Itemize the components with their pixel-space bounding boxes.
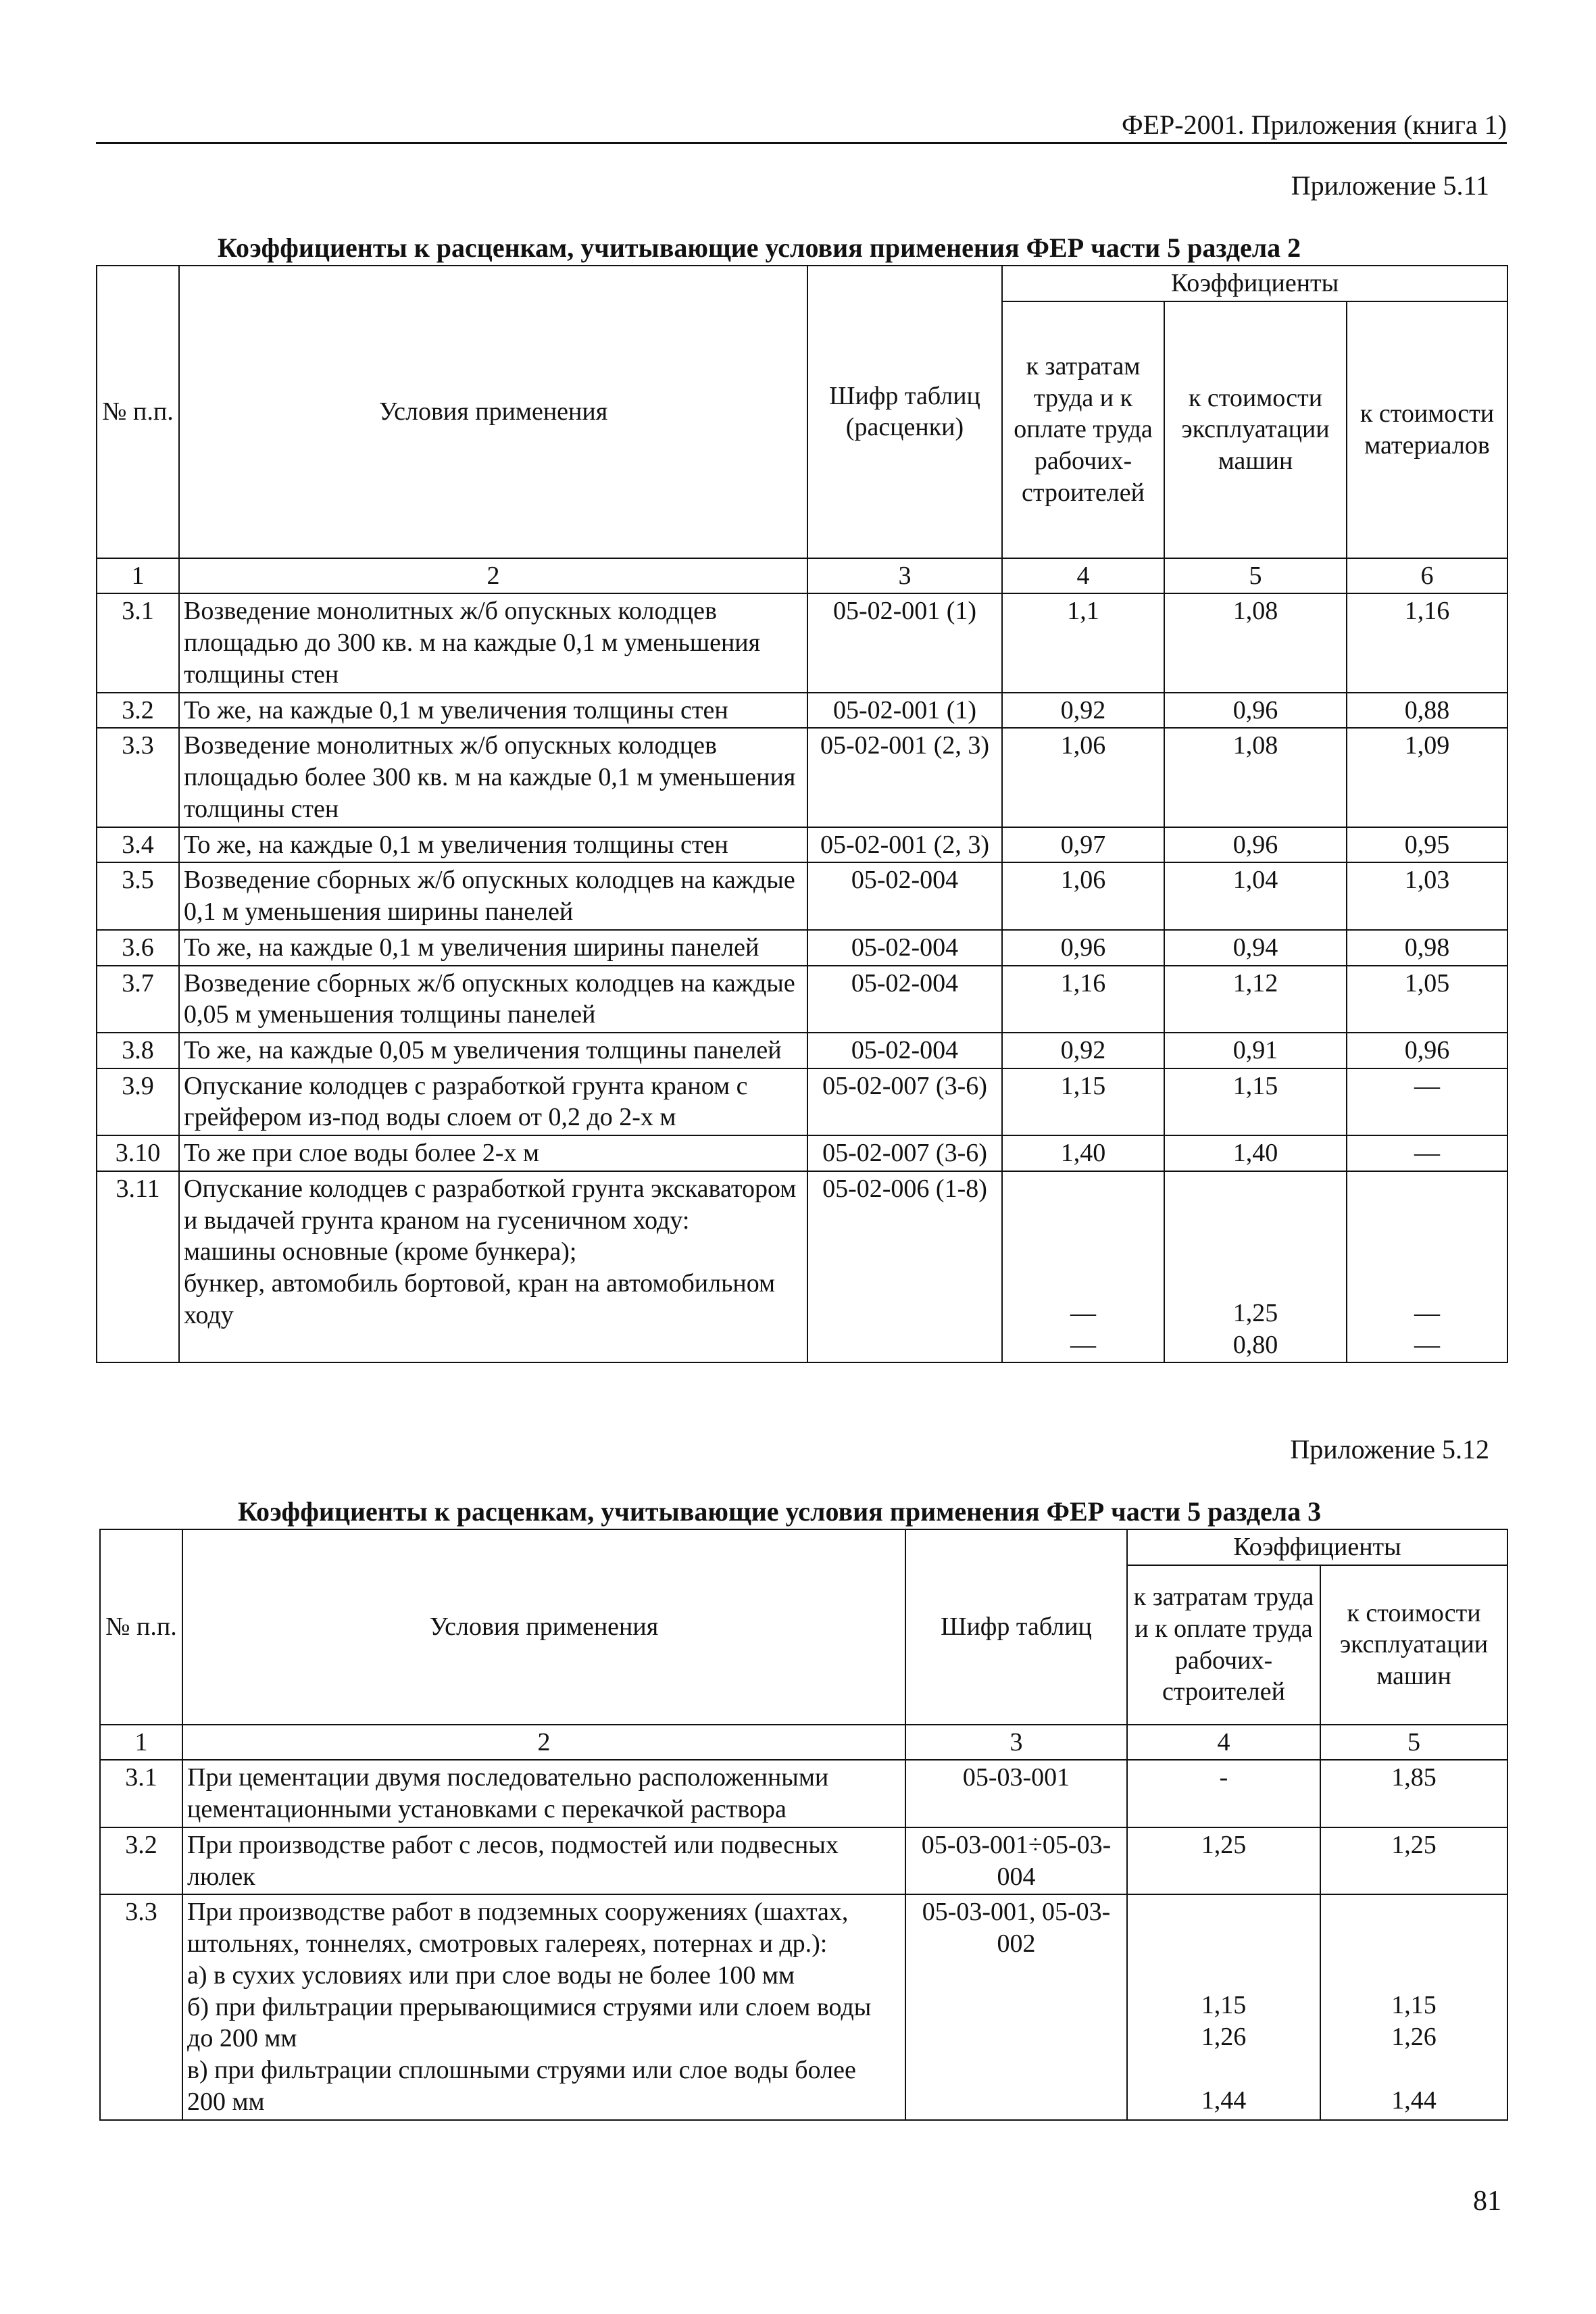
row-machines-c: 1,44	[1391, 2086, 1437, 2115]
table-row	[97, 693, 1507, 729]
row-num: 3.3	[97, 728, 179, 827]
col-number: 5	[1320, 1725, 1507, 1761]
row-materials: 1,05	[1347, 966, 1507, 1033]
table2-title: Коэффициенты к расценкам, учитывающие условия применения ФЕР части 5 раздела 3	[238, 1496, 1322, 1527]
table1-header-coefficients: Коэффициенты	[1002, 266, 1507, 301]
row-num: 3.10	[97, 1135, 179, 1171]
row-num: 3.11	[97, 1171, 179, 1362]
row-machines: 1,15	[1164, 1068, 1347, 1135]
appendix-5-11-label: Приложение 5.11	[1291, 170, 1489, 201]
row-code: 05-02-004	[807, 1033, 1002, 1068]
row-code: 05-02-006 (1-8)	[807, 1171, 1002, 1362]
table2-header-labor: к затратам труда и к оплате труда рабочих-строителей	[1127, 1565, 1320, 1725]
row-machines: 1,25	[1320, 1827, 1507, 1894]
col-number: 4	[1002, 558, 1164, 594]
row-num: 3.8	[97, 1033, 179, 1068]
row-materials: 0,95	[1347, 827, 1507, 863]
row-labor: -	[1127, 1760, 1320, 1827]
row-num: 3.9	[97, 1068, 179, 1135]
row-labor: 1,06	[1002, 728, 1164, 827]
row-materials-b: —	[1414, 1330, 1440, 1359]
row-conditions	[182, 1894, 905, 2119]
row-materials: —	[1347, 1135, 1507, 1171]
row-conditions-c: в) при фильтрации сплошными струями или слое воды более 200 мм	[187, 2056, 856, 2116]
row-machines-a: 1,25	[1232, 1298, 1278, 1327]
row-labor: 1,06	[1002, 862, 1164, 929]
row-conditions: Опускание колодцев с разработкой грунта краном с грейфером из-под воды слоем от 0,2 до 2-х м	[179, 1068, 807, 1135]
row-materials: 1,03	[1347, 862, 1507, 929]
col-number: 6	[1347, 558, 1507, 594]
row-labor-a: 1,15	[1201, 1991, 1247, 2020]
table2-header-coefficients: Коэффициенты	[1127, 1529, 1507, 1565]
row-materials-a: —	[1414, 1298, 1440, 1327]
row-machines	[1164, 1171, 1347, 1362]
col-number: 1	[100, 1725, 182, 1761]
row-conditions-intro: При производстве работ в подземных сооружениях (шахтах, штольнях, тоннелях, смотровых галереях, потернах и др.):	[187, 1898, 849, 1959]
row-conditions-a: а) в сухих условиях или при слое воды не более 100 мм	[187, 1961, 795, 1990]
row-num: 3.3	[100, 1894, 182, 2119]
row-materials: 0,88	[1347, 693, 1507, 729]
row-materials: —	[1347, 1068, 1507, 1135]
row-num: 3.7	[97, 966, 179, 1033]
row-code: 05-02-004	[807, 930, 1002, 966]
row-conditions: При производстве работ с лесов, подмостей или подвесных люлек	[182, 1827, 905, 1894]
table1-header-machines: к стоимости эксплуатации машин	[1164, 301, 1347, 558]
row-machines: 0,91	[1164, 1033, 1347, 1068]
row-conditions: То же, на каждые 0,1 м увеличения толщины стен	[179, 693, 807, 729]
table2-header-machines: к стоимости эксплуатации машин	[1320, 1565, 1507, 1725]
row-labor: 1,40	[1002, 1135, 1164, 1171]
row-machines: 1,08	[1164, 593, 1347, 692]
row-code: 05-03-001÷05-03-004	[905, 1827, 1127, 1894]
row-code: 05-02-004	[807, 966, 1002, 1033]
row-machines-a: 1,15	[1391, 1991, 1437, 2020]
running-header: ФЕР-2001. Приложения (книга 1)	[1122, 109, 1507, 140]
row-labor: 1,1	[1002, 593, 1164, 692]
row-num: 3.1	[100, 1760, 182, 1827]
row-num: 3.5	[97, 862, 179, 929]
row-labor	[1002, 1171, 1164, 1362]
row-conditions-a: машины основные (кроме бункера);	[184, 1237, 577, 1266]
row-num: 3.2	[100, 1827, 182, 1894]
row-materials: 1,16	[1347, 593, 1507, 692]
row-labor: 1,16	[1002, 966, 1164, 1033]
table-row	[100, 1894, 1507, 2119]
row-materials: 0,98	[1347, 930, 1507, 966]
row-conditions: При цементации двумя последовательно расположенными цементационными установками с перекачкой раствора	[182, 1760, 905, 1827]
row-labor: 0,97	[1002, 827, 1164, 863]
row-conditions: То же, на каждые 0,1 м увеличения толщины стен	[179, 827, 807, 863]
table-row	[97, 862, 1507, 929]
header-rule	[96, 142, 1507, 144]
row-conditions	[179, 1171, 807, 1362]
table1-header-materials: к стоимости материалов	[1347, 301, 1507, 558]
table-row	[97, 930, 1507, 966]
row-labor: 0,96	[1002, 930, 1164, 966]
table-row	[97, 1068, 1507, 1135]
table-row	[97, 966, 1507, 1033]
row-machines: 0,94	[1164, 930, 1347, 966]
table1-header-num: № п.п.	[97, 266, 179, 558]
row-conditions: То же, на каждые 0,05 м увеличения толщины панелей	[179, 1033, 807, 1068]
appendix-5-12-label: Приложение 5.12	[1290, 1434, 1489, 1464]
table2-col-numbers	[100, 1725, 1507, 1761]
row-conditions: Возведение сборных ж/б опускных колодцев на каждые 0,05 м уменьшения толщины панелей	[179, 966, 807, 1033]
row-machines-b: 1,26	[1391, 2023, 1437, 2052]
row-machines: 0,96	[1164, 827, 1347, 863]
row-code: 05-02-001 (2, 3)	[807, 728, 1002, 827]
table1-header-labor: к затратам труда и к оплате труда рабочих-строителей	[1002, 301, 1164, 558]
row-code: 05-02-001 (1)	[807, 593, 1002, 692]
row-conditions-intro: Опускание колодцев с разработкой грунта экскаватором и выдачей грунта краном на гусеничном ходу:	[184, 1174, 797, 1235]
row-conditions-b: б) при фильтрации прерывающимися струями или слоем воды до 200 мм	[187, 1992, 872, 2053]
table-row	[97, 1135, 1507, 1171]
table1-header-code: Шифр таблиц (расценки)	[807, 266, 1002, 558]
table-row	[97, 593, 1507, 692]
row-num: 3.2	[97, 693, 179, 729]
row-labor-b: 1,26	[1201, 2023, 1247, 2052]
row-materials	[1347, 1171, 1507, 1362]
row-materials: 1,09	[1347, 728, 1507, 827]
row-labor: 1,25	[1127, 1827, 1320, 1894]
row-labor-a: —	[1070, 1298, 1096, 1327]
table1-header-conditions: Условия применения	[179, 266, 807, 558]
row-code: 05-03-001	[905, 1760, 1127, 1827]
row-conditions: То же, на каждые 0,1 м увеличения ширины панелей	[179, 930, 807, 966]
row-machines: 0,96	[1164, 693, 1347, 729]
row-labor: 1,15	[1002, 1068, 1164, 1135]
table-row	[100, 1760, 1507, 1827]
table-row	[97, 1171, 1507, 1362]
row-machines: 1,40	[1164, 1135, 1347, 1171]
row-code: 05-02-007 (3-6)	[807, 1135, 1002, 1171]
col-number: 2	[182, 1725, 905, 1761]
table-row	[97, 728, 1507, 827]
row-labor	[1127, 1894, 1320, 2119]
row-materials: 0,96	[1347, 1033, 1507, 1068]
row-conditions: Возведение сборных ж/б опускных колодцев на каждые 0,1 м уменьшения ширины панелей	[179, 862, 807, 929]
row-code: 05-02-001 (2, 3)	[807, 827, 1002, 863]
row-machines	[1320, 1894, 1507, 2119]
row-machines: 1,08	[1164, 728, 1347, 827]
table1-col-numbers	[97, 558, 1507, 594]
row-machines: 1,12	[1164, 966, 1347, 1033]
col-number: 4	[1127, 1725, 1320, 1761]
row-code: 05-03-001, 05-03-002	[905, 1894, 1127, 2119]
table2-header-conditions: Условия применения	[182, 1529, 905, 1725]
row-machines-b: 0,80	[1232, 1330, 1278, 1359]
col-number: 5	[1164, 558, 1347, 594]
table-row	[97, 1033, 1507, 1068]
row-conditions-b: бункер, автомобиль бортовой, кран на автомобильном ходу	[184, 1269, 776, 1329]
row-machines: 1,04	[1164, 862, 1347, 929]
row-num: 3.4	[97, 827, 179, 863]
table2-header-code: Шифр таблиц	[905, 1529, 1127, 1725]
row-labor-c: 1,44	[1201, 2086, 1247, 2115]
page-number: 81	[1473, 2186, 1501, 2217]
table-row	[100, 1827, 1507, 1894]
table2	[99, 1529, 1508, 2121]
col-number: 2	[179, 558, 807, 594]
table2-header-num: № п.п.	[100, 1529, 182, 1725]
row-labor-b: —	[1070, 1330, 1096, 1359]
col-number: 1	[97, 558, 179, 594]
row-num: 3.6	[97, 930, 179, 966]
row-labor: 0,92	[1002, 693, 1164, 729]
row-code: 05-02-001 (1)	[807, 693, 1002, 729]
row-num: 3.1	[97, 593, 179, 692]
row-conditions: Возведение монолитных ж/б опускных колодцев площадью более 300 кв. м на каждые 0,1 м уменьшения толщины стен	[179, 728, 807, 827]
table1	[96, 265, 1508, 1363]
row-conditions: Возведение монолитных ж/б опускных колодцев площадью до 300 кв. м на каждые 0,1 м уменьшения толщины стен	[179, 593, 807, 692]
table-row	[97, 827, 1507, 863]
row-labor: 0,92	[1002, 1033, 1164, 1068]
table1-title: Коэффициенты к расценкам, учитывающие условия применения ФЕР части 5 раздела 2	[218, 232, 1301, 263]
row-code: 05-02-007 (3-6)	[807, 1068, 1002, 1135]
col-number: 3	[807, 558, 1002, 594]
row-code: 05-02-004	[807, 862, 1002, 929]
row-conditions: То же при слое воды более 2-х м	[179, 1135, 807, 1171]
col-number: 3	[905, 1725, 1127, 1761]
row-machines: 1,85	[1320, 1760, 1507, 1827]
